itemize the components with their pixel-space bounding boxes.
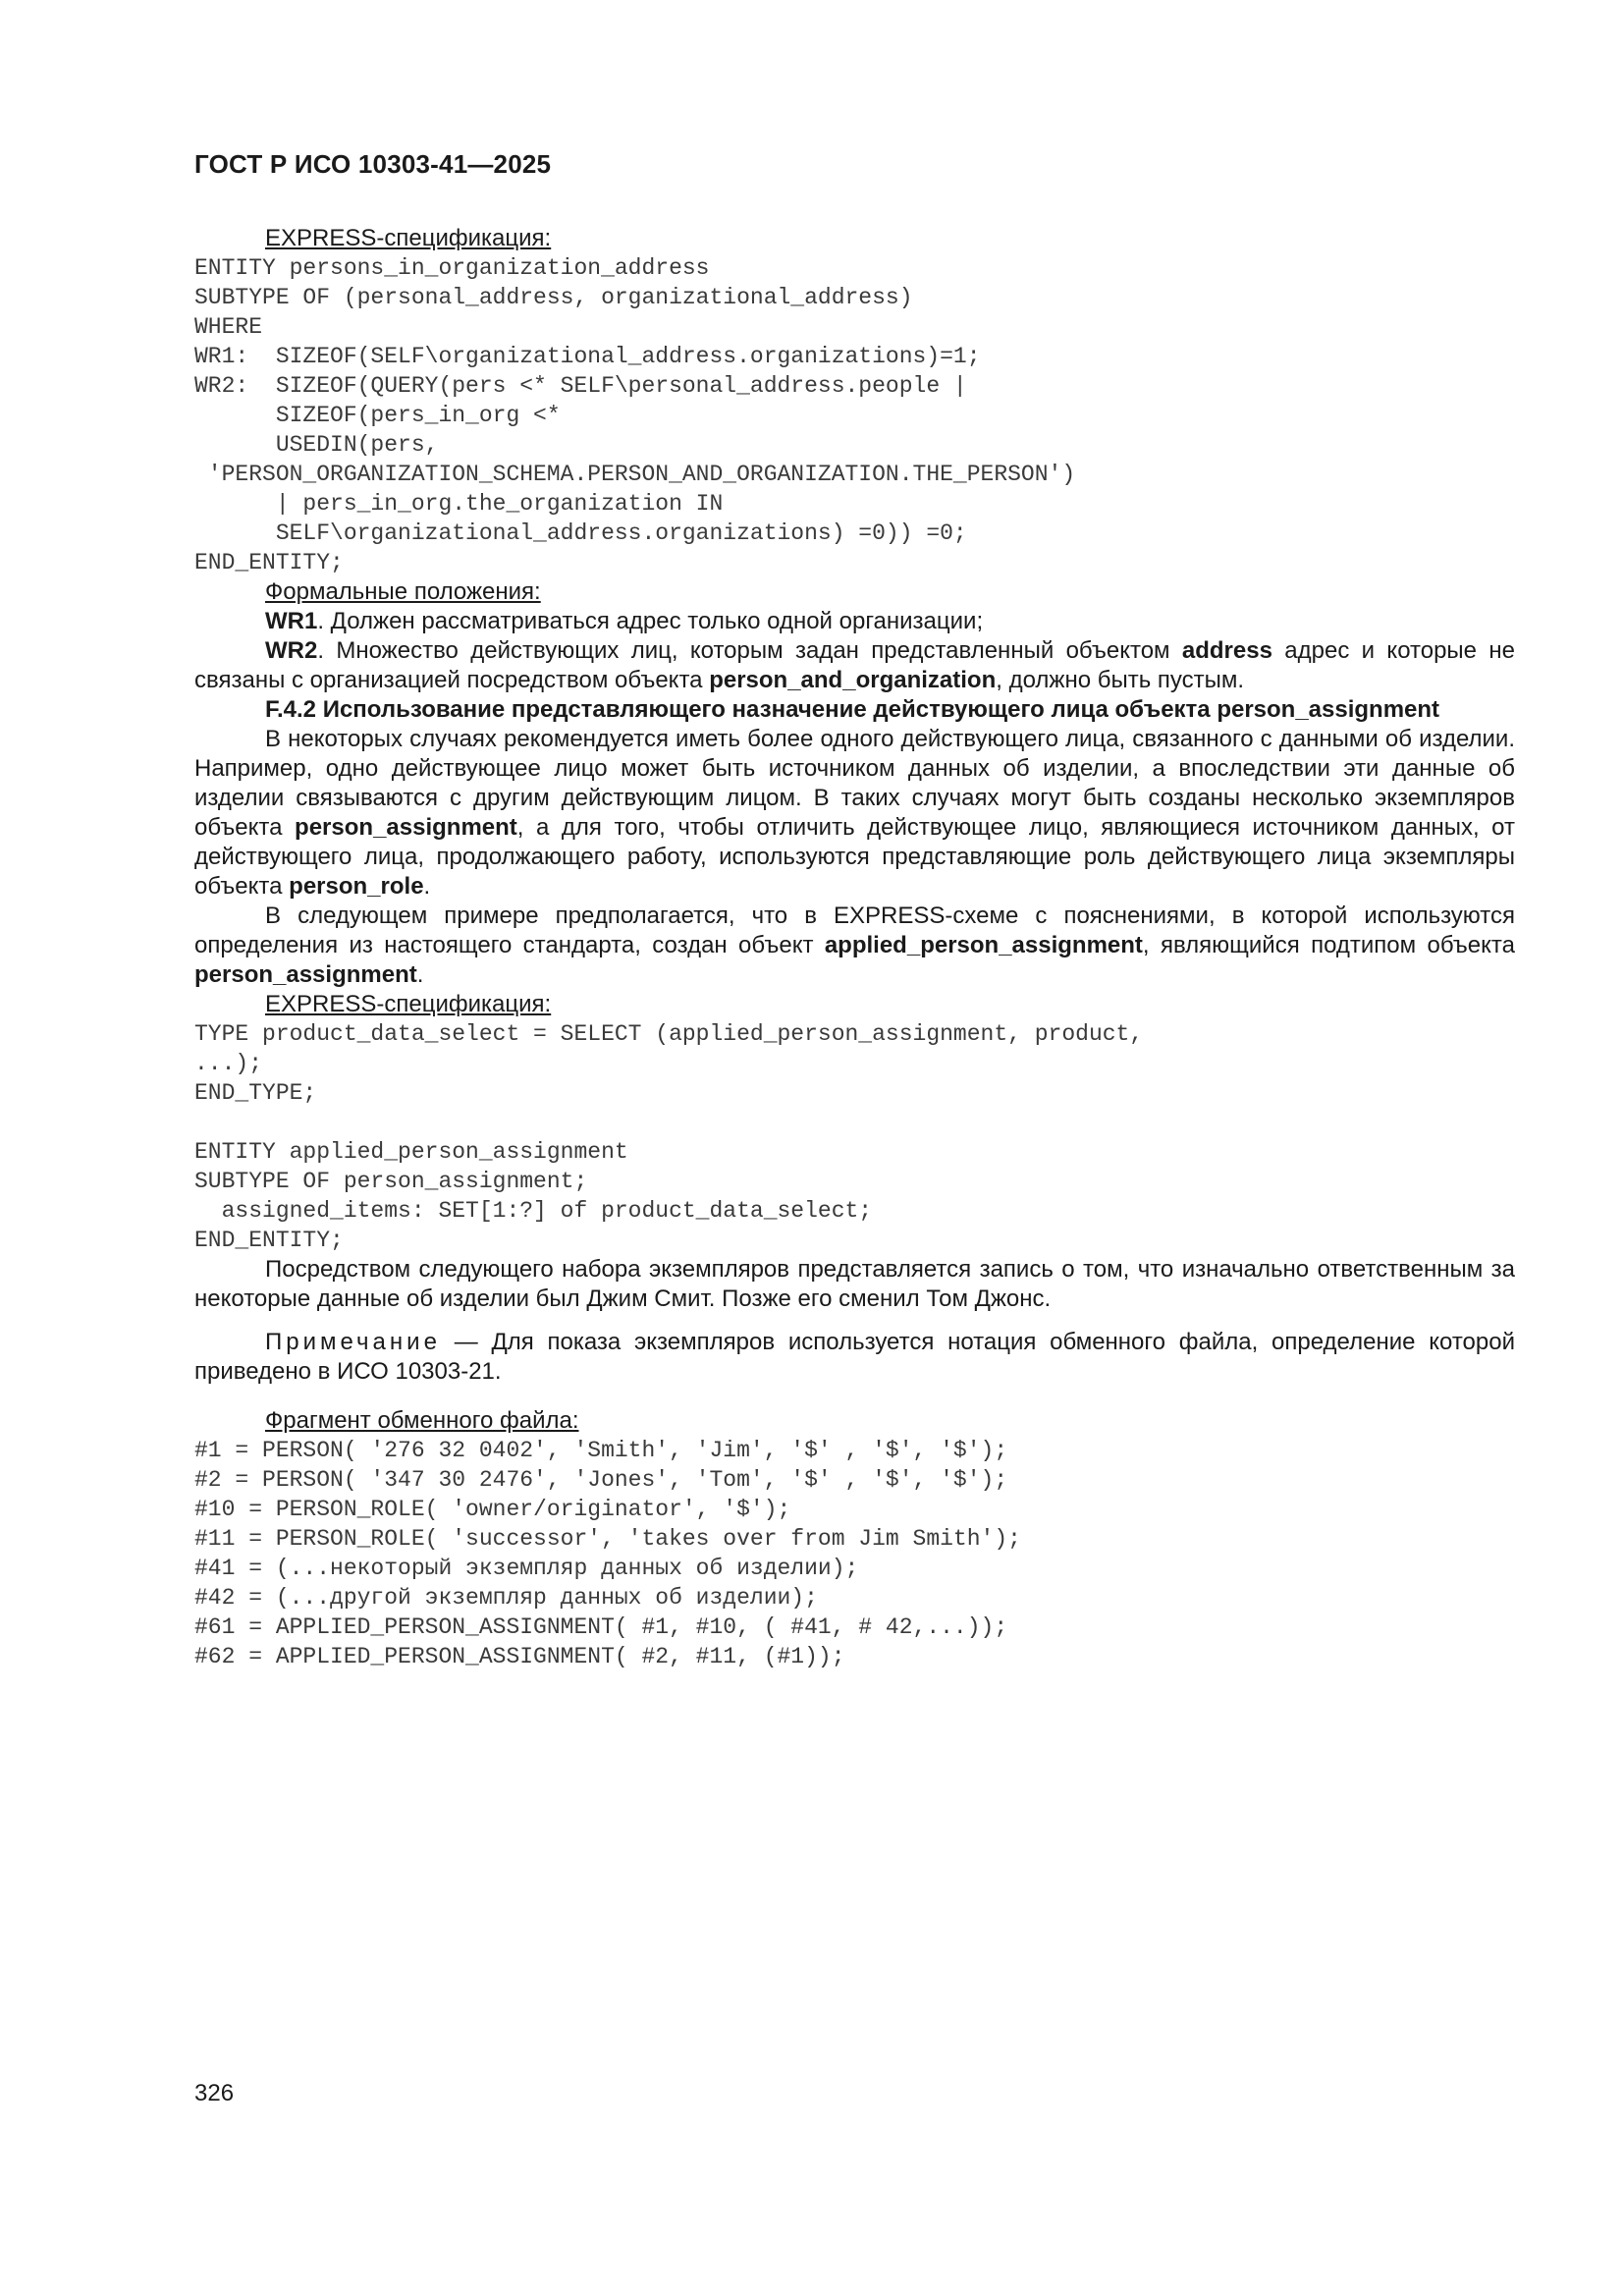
code-line: #61 = APPLIED_PERSON_ASSIGNMENT( #1, #10, ( #41, # 42,...));: [194, 1614, 1008, 1640]
paragraph-text: , а для того, чтобы отличить действующее лицо, являющиеся источником данных, от действующего лица, продолжающего работу, используются представляющие роль действующего лица экземпляры объекта: [194, 814, 1515, 900]
entity-ref: person_assignment: [194, 961, 417, 988]
page-number: 326: [194, 2080, 235, 2106]
section-paragraph-1: [194, 725, 1515, 902]
code-line: 'PERSON_ORGANIZATION_SCHEMA.PERSON_AND_ORGANIZATION.THE_PERSON'): [194, 462, 1076, 487]
code-line-end-entity: END_ENTITY;: [194, 1228, 344, 1253]
entity-ref: person_assignment: [295, 814, 517, 841]
code-line: SELF\organizational_address.organizations) =0)) =0;: [194, 520, 967, 546]
code-line: SUBTYPE OF person_assignment;: [194, 1169, 588, 1194]
express-spec-block-1: [194, 224, 1515, 577]
code-line: #2 = PERSON( '347 30 2476', 'Jones', 'Tom', '$' , '$', '$');: [194, 1467, 1008, 1493]
code-line: | pers_in_org.the_organization IN: [194, 491, 724, 517]
paragraph-text: .: [416, 961, 424, 988]
code-line: ENTITY applied_person_assignment: [194, 1139, 628, 1165]
code-line: SIZEOF(pers_in_org <*: [194, 403, 561, 428]
code-line: TYPE product_data_select = SELECT (applied_person_assignment, product,: [194, 1021, 1144, 1047]
formal-propositions-label: Формальные положения:: [265, 578, 541, 605]
paragraph-text: В некоторых случаях рекомендуется иметь более одного действующего лица, связанного с данными об изделии. Например, одно действующее лицо может быть источником данных об изделии, а впоследствии эти данные об изделии связываются с другим действующим лицом. В таких случаях могут быть созданы несколько экземпляров объекта: [194, 726, 1515, 841]
section-paragraph-2: [194, 902, 1515, 990]
paragraph-text: , являющийся подтипом объекта: [1142, 932, 1515, 958]
wr2-text: адрес и которые не связаны с организацией посредством объекта: [194, 637, 1515, 693]
code-line: ...);: [194, 1051, 263, 1076]
code-line: ENTITY persons_in_organization_address: [194, 255, 710, 281]
wr2-text: . Множество действующих лиц, которым задан представленный объектом: [317, 637, 1182, 664]
wr2-paragraph: [194, 636, 1515, 695]
exchange-file-fragment: [194, 1406, 1515, 1671]
entity-ref: address: [1181, 637, 1272, 664]
code-line: #62 = APPLIED_PERSON_ASSIGNMENT( #2, #11, (#1));: [194, 1644, 845, 1669]
formal-propositions: [194, 577, 1515, 695]
code-line: WHERE: [194, 314, 263, 340]
wr1-text: . Должен рассматриваться адрес только одной организации;: [317, 608, 984, 634]
wr1-key: WR1: [265, 608, 318, 634]
express-spec-label: EXPRESS-спецификация:: [265, 991, 552, 1017]
code-line: END_TYPE;: [194, 1080, 317, 1106]
code-line-end-entity: END_ENTITY;: [194, 550, 344, 575]
code-line: [194, 1108, 1515, 1137]
fragment-label: Фрагмент обменного файла:: [265, 1407, 579, 1434]
code-line: #42 = (...другой экземпляр данных об изделии);: [194, 1585, 818, 1611]
note-paragraph: [194, 1328, 1515, 1387]
code-line: SUBTYPE OF (personal_address, organizational_address): [194, 285, 913, 310]
section-f-4-2: [194, 695, 1515, 990]
code-line: #10 = PERSON_ROLE( 'owner/originator', '$');: [194, 1497, 791, 1522]
paragraph-text: .: [423, 873, 431, 900]
code-line: WR1: SIZEOF(SELF\organizational_address.organizations)=1;: [194, 344, 981, 369]
express-spec-block-2: [194, 990, 1515, 1255]
entity-ref: person_role: [289, 873, 424, 900]
page-header-title: ГОСТ Р ИСО 10303-41—2025: [194, 149, 552, 179]
instances-intro: [194, 1255, 1515, 1387]
wr2-text: , должно быть пустым.: [996, 667, 1245, 693]
entity-ref: applied_person_assignment: [824, 932, 1143, 958]
code-line: assigned_items: SET[1:?] of product_data_select;: [194, 1198, 873, 1224]
wr2-key: WR2: [265, 637, 318, 664]
code-line: #11 = PERSON_ROLE( 'successor', 'takes over from Jim Smith');: [194, 1526, 1021, 1552]
section-heading: F.4.2 Использование представляющего назначение действующего лица объекта person_assignment: [265, 696, 1440, 723]
code-line: #41 = (...некоторый экземпляр данных об изделии);: [194, 1556, 859, 1581]
express-spec-label: EXPRESS-спецификация:: [265, 225, 552, 251]
entity-ref: person_and_organization: [709, 667, 997, 693]
paragraph-text: В следующем примере предполагается, что в EXPRESS-схеме с пояснениями, в которой используются определения из настоящего стандарта, создан объект: [194, 902, 1515, 958]
code-line: WR2: SIZEOF(QUERY(pers <* SELF\personal_address.people |: [194, 373, 967, 399]
note-lead: Примечание: [265, 1329, 441, 1355]
note-text: — Для показа экземпляров используется нотация обменного файла, определение которой приведено в ИСО 10303-21.: [194, 1329, 1515, 1385]
wr1-paragraph: [194, 607, 1515, 636]
code-line: #1 = PERSON( '276 32 0402', 'Smith', 'Jim', '$' , '$', '$');: [194, 1438, 1008, 1463]
instances-paragraph: Посредством следующего набора экземпляров представляется запись о том, что изначально ответственным за некоторые данные об изделии был Джим Смит. Позже его сменил Том Джонс.: [194, 1256, 1515, 1312]
code-line: USEDIN(pers,: [194, 432, 439, 458]
